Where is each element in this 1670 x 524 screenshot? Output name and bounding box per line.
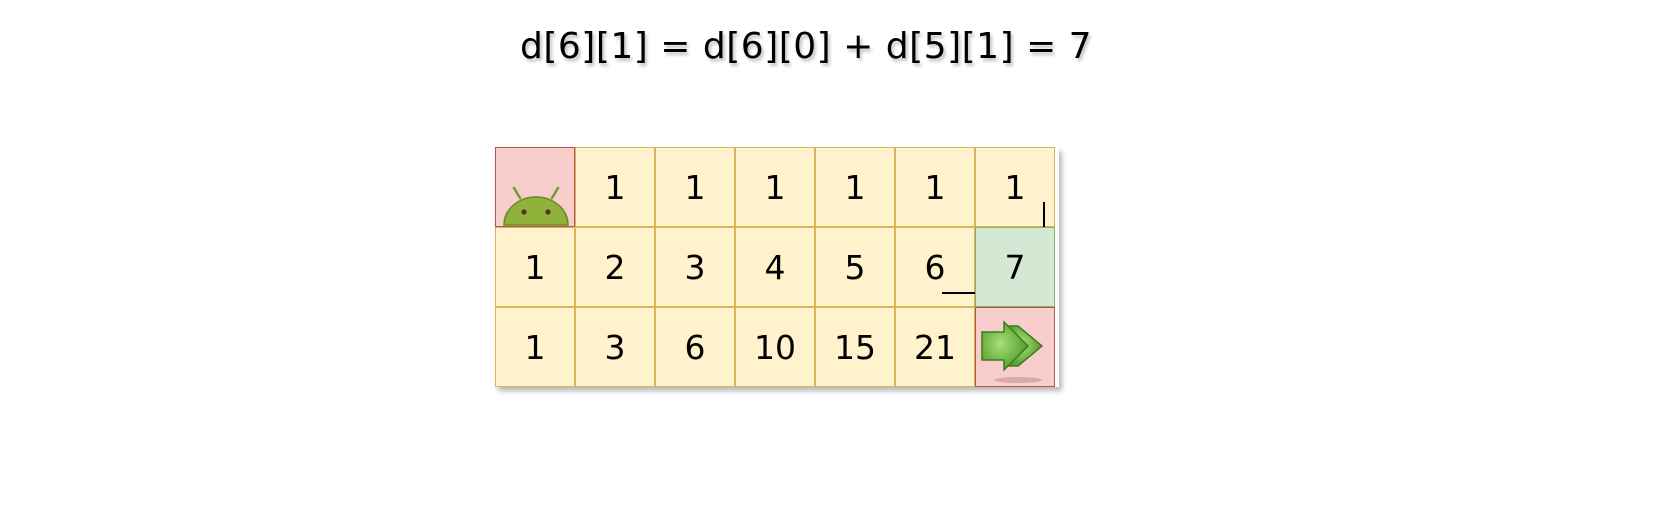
grid-cell: 10: [735, 307, 815, 387]
dp-grid: [495, 147, 1059, 387]
grid-cell: 1: [655, 147, 735, 227]
grid-cell: 1: [495, 307, 575, 387]
grid-cell: 1: [975, 147, 1055, 227]
start-cell: [495, 147, 575, 227]
current-cell: 7: [975, 227, 1055, 307]
grid-cell: 1: [895, 147, 975, 227]
grid-cell: 1: [495, 227, 575, 307]
grid-cell: 4: [735, 227, 815, 307]
grid-cell: 1: [815, 147, 895, 227]
grid-cell: 1: [735, 147, 815, 227]
grid-cell: 21: [895, 307, 975, 387]
finish-cell: [975, 307, 1055, 387]
grid-cell: 15: [815, 307, 895, 387]
formula-title: d[6][1] = d[6][0] + d[5][1] = 7: [520, 26, 1093, 67]
grid-cell: 3: [575, 307, 655, 387]
grid-cell: 3: [655, 227, 735, 307]
grid-cell: 5: [815, 227, 895, 307]
grid-cell: 6: [895, 227, 975, 307]
android-robot-icon: [500, 186, 572, 226]
grid-cell: 1: [575, 147, 655, 227]
grid-cell: 6: [655, 307, 735, 387]
grid-cell: 2: [575, 227, 655, 307]
double-arrow-right-icon: [978, 310, 1054, 386]
